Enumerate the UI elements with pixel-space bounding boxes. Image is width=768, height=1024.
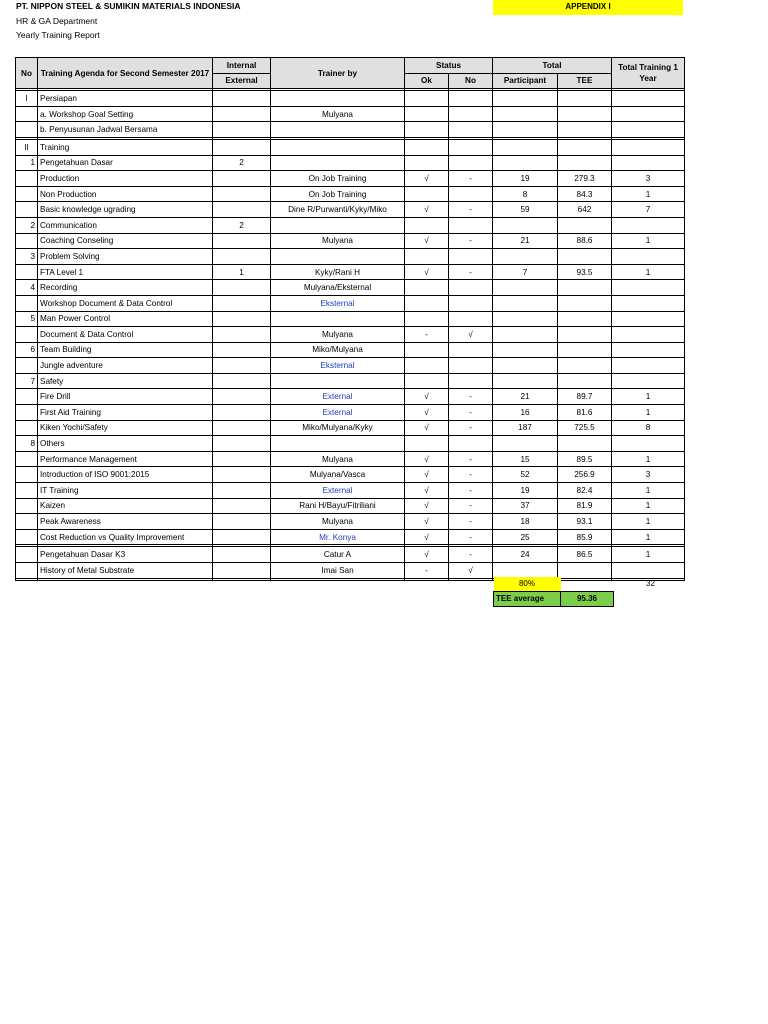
table-row <box>16 420 685 436</box>
row-trainer: Mulyana <box>271 233 405 249</box>
col-ok: Ok <box>405 73 449 89</box>
row-total: 1 <box>612 514 685 530</box>
row-ok: √ <box>405 483 449 499</box>
row-internal: 2 <box>213 155 271 171</box>
row-tee: 89.7 <box>558 389 612 405</box>
tee-average-value: 95.36 <box>561 592 614 607</box>
row-agenda: Others <box>38 436 213 452</box>
row-agenda: Persiapan <box>38 91 213 107</box>
row-trainer: Miko/Mulyana/Kyky <box>271 420 405 436</box>
row-agenda: Introduction of ISO 9001:2015 <box>38 467 213 483</box>
col-tee: TEE <box>558 73 612 89</box>
table-row <box>16 106 685 122</box>
col-total: Total <box>493 58 612 74</box>
row-trainer: Catur A <box>271 547 405 563</box>
row-trainer: Mulyana <box>271 106 405 122</box>
row-total: 7 <box>612 202 685 218</box>
table-row <box>16 436 685 452</box>
table-row <box>16 264 685 280</box>
row-participant: 8 <box>493 186 558 202</box>
table-row <box>16 467 685 483</box>
row-agenda: Pengetahuan Dasar K3 <box>38 547 213 563</box>
company-name: PT. NIPPON STEEL & SUMIKIN MATERIALS INDONESIA <box>16 1 241 11</box>
table-row <box>16 233 685 249</box>
row-agenda: Document & Data Control <box>38 327 213 343</box>
header-row-1 <box>16 58 685 74</box>
row-trainer: Dine R/Purwanti/Kyky/Miko <box>271 202 405 218</box>
row-agenda: First Aid Training <box>38 405 213 421</box>
row-agenda: Kaizen <box>38 498 213 514</box>
row-agenda: Performance Management <box>38 451 213 467</box>
row-total: 1 <box>612 186 685 202</box>
row-not-ok: - <box>449 420 493 436</box>
row-agenda: Team Building <box>38 342 213 358</box>
table-row <box>16 563 685 579</box>
row-trainer: Mulyana/Eksternal <box>271 280 405 296</box>
row-tee: 279.3 <box>558 171 612 187</box>
row-agenda: Recording <box>38 280 213 296</box>
row-ok: √ <box>405 202 449 218</box>
row-participant: 25 <box>493 529 558 545</box>
row-participant: 21 <box>493 389 558 405</box>
row-ok: √ <box>405 233 449 249</box>
row-participant: 18 <box>493 514 558 530</box>
row-participant: 187 <box>493 420 558 436</box>
table-row <box>16 202 685 218</box>
col-not-ok: No <box>449 73 493 89</box>
table-row <box>16 451 685 467</box>
row-trainer: External <box>271 389 405 405</box>
row-internal: 1 <box>213 264 271 280</box>
row-trainer: Mulyana <box>271 451 405 467</box>
row-no: 4 <box>16 280 38 296</box>
row-total: 1 <box>612 233 685 249</box>
table-row <box>16 405 685 421</box>
row-participant: 19 <box>493 171 558 187</box>
row-not-ok: - <box>449 529 493 545</box>
table-row <box>16 483 685 499</box>
table-row <box>16 295 685 311</box>
row-tee: 85.9 <box>558 529 612 545</box>
row-no: 3 <box>16 249 38 265</box>
department-name: HR & GA Department <box>16 16 98 26</box>
row-agenda: Non Production <box>38 186 213 202</box>
row-not-ok: - <box>449 405 493 421</box>
row-agenda: Man Power Control <box>38 311 213 327</box>
col-internal: Internal <box>213 58 271 74</box>
row-participant: 52 <box>493 467 558 483</box>
row-participant: 7 <box>493 264 558 280</box>
row-trainer: Rani H/Bayu/Fitriliani <box>271 498 405 514</box>
row-tee: 81.6 <box>558 405 612 421</box>
row-total: 1 <box>612 405 685 421</box>
row-no: I <box>16 91 38 107</box>
row-ok: √ <box>405 451 449 467</box>
row-participant: 37 <box>493 498 558 514</box>
row-ok: √ <box>405 405 449 421</box>
row-ok: √ <box>405 420 449 436</box>
row-agenda: Problem Solving <box>38 249 213 265</box>
row-not-ok: - <box>449 483 493 499</box>
table-row <box>16 327 685 343</box>
table-row <box>16 529 685 545</box>
table-row <box>16 498 685 514</box>
row-not-ok: - <box>449 233 493 249</box>
row-agenda: Fire Drill <box>38 389 213 405</box>
row-trainer: Mulyana <box>271 327 405 343</box>
row-participant: 59 <box>493 202 558 218</box>
row-no: 1 <box>16 155 38 171</box>
row-tee: 642 <box>558 202 612 218</box>
row-ok: - <box>405 563 449 579</box>
table-row <box>16 373 685 389</box>
row-participant: 21 <box>493 233 558 249</box>
row-ok: √ <box>405 264 449 280</box>
table-row <box>16 186 685 202</box>
table-row <box>16 311 685 327</box>
row-tee: 86.5 <box>558 547 612 563</box>
col-status: Status <box>405 58 493 74</box>
row-no: 5 <box>16 311 38 327</box>
row-ok: - <box>405 327 449 343</box>
row-total: 1 <box>612 264 685 280</box>
row-ok: √ <box>405 529 449 545</box>
table-row <box>16 91 685 107</box>
row-trainer: On Job Training <box>271 171 405 187</box>
row-agenda: Workshop Document & Data Control <box>38 295 213 311</box>
appendix-label: APPENDIX I <box>493 0 683 15</box>
row-not-ok: - <box>449 202 493 218</box>
row-tee: 81.9 <box>558 498 612 514</box>
table-row <box>16 155 685 171</box>
report-title: Yearly Training Report <box>16 30 100 40</box>
col-no: No <box>16 58 38 89</box>
row-ok: √ <box>405 171 449 187</box>
table-row <box>16 280 685 296</box>
col-trainer: Trainer by <box>271 58 405 89</box>
row-not-ok: - <box>449 171 493 187</box>
row-agenda: Training <box>38 139 213 155</box>
row-tee: 93.5 <box>558 264 612 280</box>
row-trainer: Imai San <box>271 563 405 579</box>
row-trainer: Miko/Mulyana <box>271 342 405 358</box>
row-tee: 725.5 <box>558 420 612 436</box>
row-agenda: History of Metal Substrate <box>38 563 213 579</box>
col-total-training: Total Training 1 Year <box>612 58 685 89</box>
row-agenda: Cost Reduction vs Quality Improvement <box>38 529 213 545</box>
row-trainer: Eksternal <box>271 358 405 374</box>
row-trainer: External <box>271 483 405 499</box>
row-no: 6 <box>16 342 38 358</box>
row-total: 1 <box>612 547 685 563</box>
row-agenda: Communication <box>38 217 213 233</box>
col-participant: Participant <box>493 73 558 89</box>
row-not-ok: - <box>449 264 493 280</box>
summary-table <box>493 577 689 607</box>
row-not-ok: - <box>449 389 493 405</box>
row-participant: 24 <box>493 547 558 563</box>
row-total: 1 <box>612 529 685 545</box>
row-tee: 89.5 <box>558 451 612 467</box>
row-no: 2 <box>16 217 38 233</box>
row-total: 1 <box>612 483 685 499</box>
row-internal: 2 <box>213 217 271 233</box>
col-external: External <box>213 73 271 89</box>
row-agenda: Jungle adventure <box>38 358 213 374</box>
row-tee: 88.6 <box>558 233 612 249</box>
row-total: 1 <box>612 389 685 405</box>
row-ok: √ <box>405 389 449 405</box>
row-ok: √ <box>405 467 449 483</box>
row-total: 8 <box>612 420 685 436</box>
row-participant: 16 <box>493 405 558 421</box>
row-trainer: Kyky/Rani H <box>271 264 405 280</box>
table-row <box>16 389 685 405</box>
row-agenda: b. Penyusunan Jadwal Bersama <box>38 122 213 138</box>
table-row <box>16 514 685 530</box>
row-ok: √ <box>405 498 449 514</box>
table-row <box>16 342 685 358</box>
row-not-ok: - <box>449 547 493 563</box>
row-trainer: Mr. Konya <box>271 529 405 545</box>
col-agenda: Training Agenda for Second Semester 2017 <box>38 58 213 89</box>
row-agenda: Production <box>38 171 213 187</box>
row-total: 1 <box>612 498 685 514</box>
row-ok: √ <box>405 514 449 530</box>
row-not-ok: √ <box>449 563 493 579</box>
row-agenda: Safety <box>38 373 213 389</box>
row-not-ok: √ <box>449 327 493 343</box>
row-not-ok: - <box>449 514 493 530</box>
row-agenda: IT Training <box>38 483 213 499</box>
row-tee: 84.3 <box>558 186 612 202</box>
row-trainer: On Job Training <box>271 186 405 202</box>
row-agenda: Peak Awareness <box>38 514 213 530</box>
row-agenda: Pengetahuan Dasar <box>38 155 213 171</box>
table-row <box>16 122 685 138</box>
row-not-ok: - <box>449 498 493 514</box>
row-tee: 93.1 <box>558 514 612 530</box>
row-participant: 15 <box>493 451 558 467</box>
row-tee: 82.4 <box>558 483 612 499</box>
row-no: 7 <box>16 373 38 389</box>
row-agenda: a. Workshop Goal Setting <box>38 106 213 122</box>
table-row <box>16 217 685 233</box>
row-not-ok: - <box>449 467 493 483</box>
row-tee: 256.9 <box>558 467 612 483</box>
training-table <box>15 57 685 581</box>
row-trainer: Mulyana/Vasca <box>271 467 405 483</box>
table-row <box>16 547 685 563</box>
row-no: II <box>16 139 38 155</box>
row-agenda: Basic knowledge ugrading <box>38 202 213 218</box>
tee-average-label: TEE average <box>494 592 561 607</box>
total-training-sum: 32 <box>646 579 655 589</box>
row-not-ok: - <box>449 451 493 467</box>
row-agenda: Coaching Conseling <box>38 233 213 249</box>
row-agenda: Kiken Yochi/Safety <box>38 420 213 436</box>
row-agenda: FTA Level 1 <box>38 264 213 280</box>
row-ok: √ <box>405 547 449 563</box>
row-trainer: Eksternal <box>271 295 405 311</box>
row-trainer: Mulyana <box>271 514 405 530</box>
table-row <box>16 171 685 187</box>
percentage-cell: 80% <box>494 577 561 592</box>
row-total: 1 <box>612 451 685 467</box>
table-row <box>16 358 685 374</box>
table-row <box>16 139 685 155</box>
row-total: 3 <box>612 171 685 187</box>
row-no: 8 <box>16 436 38 452</box>
table-row <box>16 249 685 265</box>
row-participant: 19 <box>493 483 558 499</box>
row-trainer: External <box>271 405 405 421</box>
row-total: 3 <box>612 467 685 483</box>
